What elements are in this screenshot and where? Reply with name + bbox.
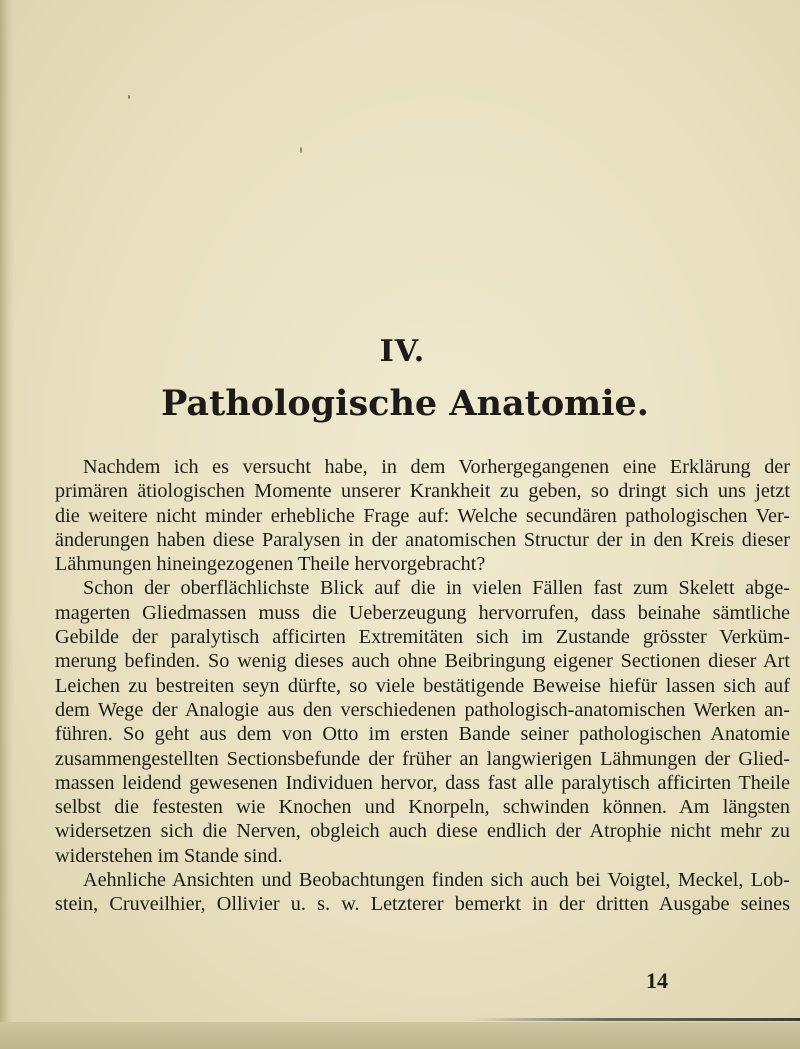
chapter-title: Pathologische Anatomie.: [161, 383, 649, 424]
text-line: zusammengestellten Sectionsbefunde der früher an langwierigen Lähmungen der Glied-: [55, 747, 790, 770]
text-line: stein, Cruveilhier, Ollivier u. s. w. Letzterer bemerkt in der dritten Ausgabe seines: [55, 893, 790, 916]
text-line: führen. So geht aus dem von Otto im ersten Bande seiner pathologischen Anatomie: [55, 723, 790, 746]
text-line: Leichen zu bestreiten seyn dürfte, so viele bestätigende Beweise hiefür lassen sich auf: [55, 674, 790, 697]
text-line: dem Wege der Analogie aus den verschiedenen pathologisch-anatomischen Werken an-: [55, 698, 790, 721]
page-gutter-shadow: [0, 0, 14, 1049]
text-line: magerten Gliedmassen muss die Ueberzeugung hervorrufen, dass beinahe sämtliche: [55, 601, 790, 624]
text-line: Nachdem ich es versucht habe, in dem Vorhergegangenen eine Erklärung der: [83, 456, 790, 478]
paper-speck: [128, 95, 130, 99]
text-line: Gebilde der paralytisch afficirten Extremitäten sich im Zustande grösster Verküm-: [55, 626, 790, 649]
text-line: Lähmungen hineingezogenen Theile hervorgebracht?: [55, 553, 486, 576]
text-line: merung befinden. So wenig dieses auch ohne Beibringung eigener Sectionen dieser Art: [55, 650, 790, 673]
body-text: [55, 455, 790, 917]
bottom-rule: [470, 1018, 800, 1021]
text-line: die weitere nicht minder erhebliche Frage auf: Welche secundären pathologischen Ver-: [55, 504, 790, 527]
text-line: Schon der oberflächlichste Blick auf die in vielen Fällen fast zum Skelett abge-: [83, 577, 790, 600]
text-line: änderungen haben diese Paralysen in der anatomischen Structur der in den Kreis dieser: [55, 528, 790, 551]
page-bottom-edge: [0, 1022, 800, 1049]
text-line: Aehnliche Ansichten und Beobachtungen finden sich auch bei Voigtel, Meckel, Lob-: [83, 869, 790, 892]
text-line: selbst die festesten wie Knochen und Knorpeln, schwinden können. Am längsten: [55, 796, 790, 819]
text-line: widersetzen sich die Nerven, obgleich auch diese endlich der Atrophie nicht mehr zu: [55, 820, 790, 843]
page-number: 14: [646, 968, 668, 993]
chapter-number: IV.: [379, 334, 426, 369]
paper-speck: [300, 147, 302, 153]
text-line: widerstehen im Stande sind.: [55, 844, 283, 867]
text-line: primären ätiologischen Momente unserer Krankheit zu geben, so dringt sich uns jetzt: [55, 480, 790, 503]
text-line: massen leidend gewesenen Individuen hervor, dass fast alle paralytisch afficirten Theile: [55, 771, 790, 794]
